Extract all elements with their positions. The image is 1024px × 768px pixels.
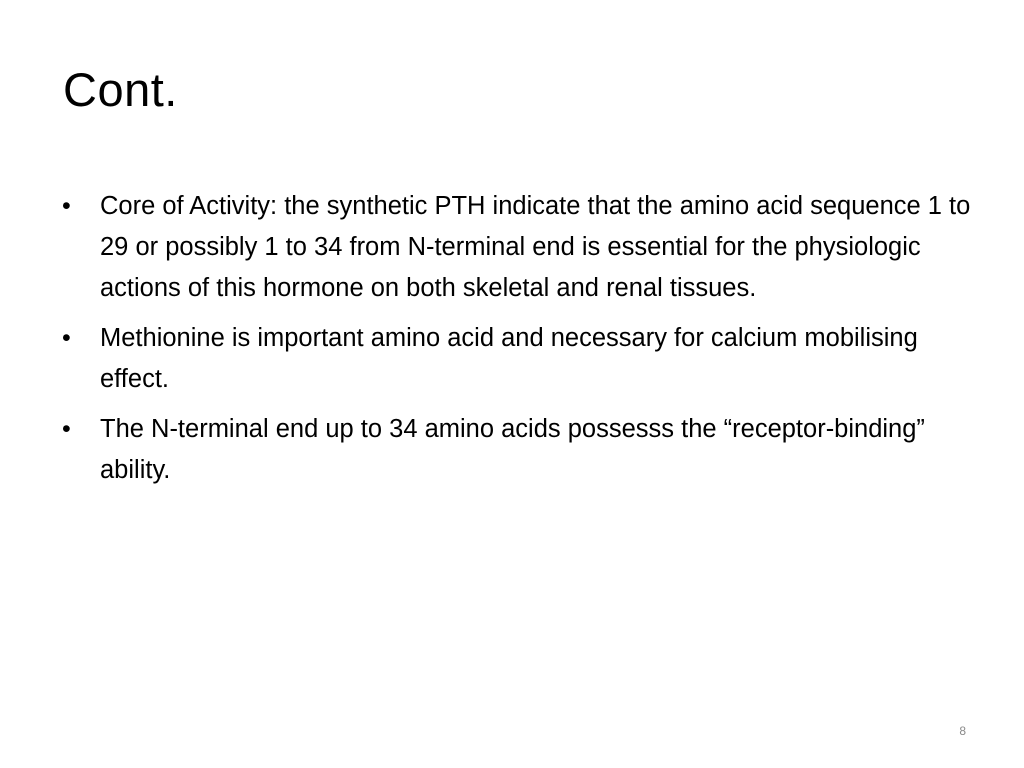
bullet-item <box>62 318 972 400</box>
bullet-dot-icon: • <box>62 324 71 352</box>
bullet-text: Core of Activity: the synthetic PTH indicate that the amino acid sequence 1 to 29 or possibly 1 to 34 from N-terminal end is essential for the physiologic actions of this hormone on both skeletal and renal tissues. <box>100 192 971 302</box>
bullet-dot-icon: • <box>62 415 71 443</box>
bullet-dot-icon: • <box>62 192 71 220</box>
bullet-text: Methionine is important amino acid and necessary for calcium mobilising effect. <box>100 324 918 393</box>
bullet-item <box>62 186 972 309</box>
bullet-list <box>62 186 972 500</box>
bullet-text: The N-terminal end up to 34 amino acids possesss the “receptor-binding” ability. <box>100 415 925 484</box>
page-number: 8 <box>959 724 966 738</box>
bullet-item <box>62 409 972 491</box>
slide-title: Cont. <box>63 63 178 116</box>
